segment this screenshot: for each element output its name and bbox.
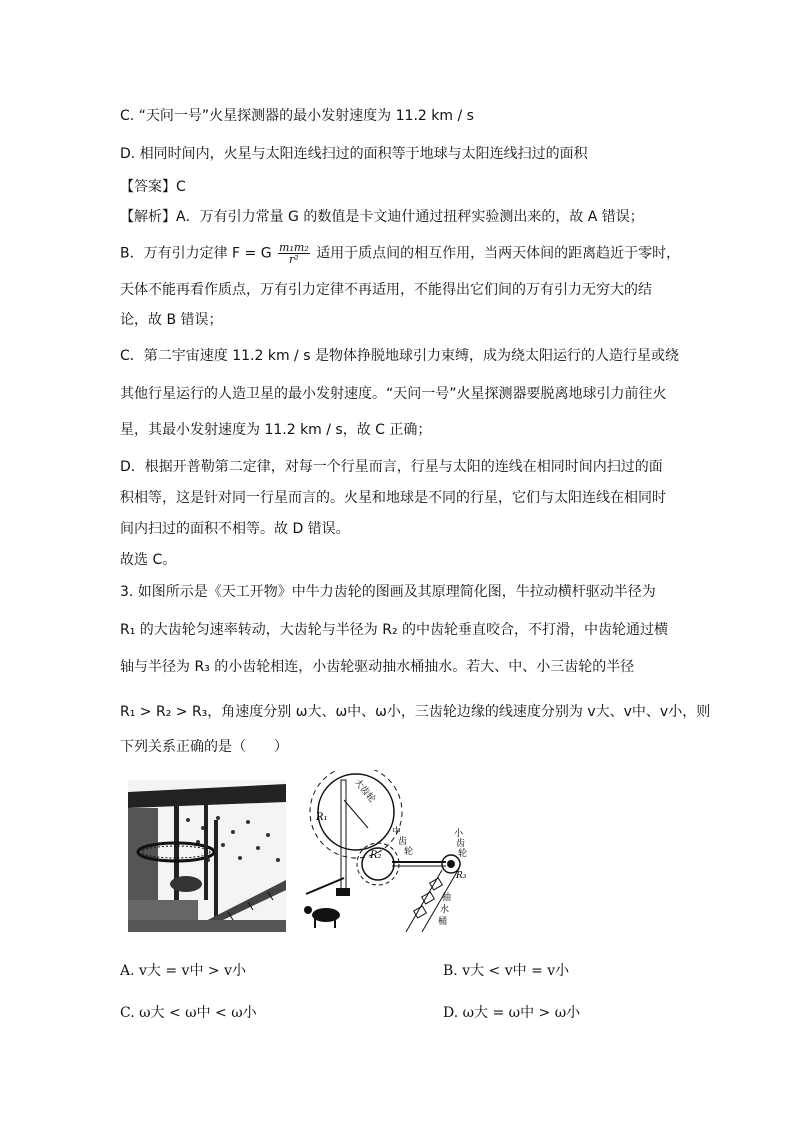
label-small-gear-1: 小 (454, 829, 464, 839)
label-big-gear: 大齿轮 (351, 777, 377, 805)
label-r2: R₂ (370, 850, 382, 861)
analysis-b-line3: 论，故 B 错误； (120, 312, 223, 328)
label-mid-gear-1: 中 (392, 827, 402, 837)
formula-numerator: m₁m₂ (279, 241, 309, 254)
choice-a[interactable]: A. v大 = v中 > v小 (120, 963, 246, 979)
choice-d[interactable]: D. ω大 = ω中 > ω小 (443, 1005, 581, 1021)
label-small-gear-3: 轮 (458, 849, 468, 859)
answer-line: 【答案】C (120, 179, 186, 195)
label-small-gear-2: 齿 (456, 839, 466, 849)
analysis-c-line3: 星，其最小发射速度为 11.2 km / s，故 C 正确； (120, 422, 432, 438)
conclusion: 故选 C。 (120, 552, 177, 568)
label-mid-gear-2: 齿 (398, 837, 408, 847)
analysis-d-line1: D．根据开普勒第二定律，对每一个行星而言，行星与太阳的连线在相同时间内扫过的面 (120, 459, 663, 475)
gravity-formula-fraction (278, 242, 310, 265)
question-3-line1: 3. 如图所示是《天工开物》中牛力齿轮的图画及其原理简化图，牛拉动横杆驱动半径为 (120, 584, 656, 600)
label-mid-gear-3: 轮 (404, 847, 414, 857)
formula-denominator: r² (289, 253, 299, 266)
question-3-line5: 下列关系正确的是（ ） (120, 739, 288, 755)
label-bucket-3: 桶 (438, 917, 448, 927)
label-bucket-2: 水 (440, 905, 450, 915)
analysis-b-line1 (120, 242, 680, 265)
analysis-a: 【解析】A．万有引力常量 G 的数值是卡文迪什通过扭秤实验测出来的，故 A 错误； (120, 209, 644, 225)
label-bucket-1: 抽 (442, 893, 452, 903)
analysis-d-line3: 间内扫过的面积不相等。故 D 错误。 (120, 521, 350, 537)
label-r1: R₁ (316, 812, 328, 823)
choice-b[interactable]: B. v大 < v中 = v小 (443, 963, 570, 979)
question-3-line2: R₁ 的大齿轮匀速率转动，大齿轮与半径为 R₂ 的中齿轮垂直咬合，不打滑，中齿轮通过横 (120, 622, 669, 638)
analysis-d-line2: 积相等，这是针对同一行星而言的。火星和地球是不同的行星，它们与太阳连线在相同时 (120, 490, 666, 506)
analysis-c-line2: 其他行星运行的人造卫星的最小发射速度。“天问一号”火星探测器要脱离地球引力前往火 (120, 386, 667, 402)
analysis-b-line2: 天体不能再看作质点，万有引力定律不再适用，不能得出它们间的万有引力无穷大的结 (120, 282, 652, 298)
label-r3: R₃ (456, 871, 467, 881)
option-c-text: C. “天问一号”火星探测器的最小发射速度为 11.2 km / s (120, 108, 474, 124)
woodcut-illustration (128, 780, 286, 932)
analysis-c-line1: C．第二宇宙速度 11.2 km / s 是物体挣脱地球引力束缚，成为绕太阳运行的人造行星或绕 (120, 348, 679, 364)
question-3-line4: R₁ > R₂ > R₃，角速度分别 ω大、ω中、ω小，三齿轮边缘的线速度分别为 v大、v中、v小，则 (120, 704, 711, 720)
choice-c[interactable]: C. ω大 < ω中 < ω小 (120, 1005, 257, 1021)
question-3-line3: 轴与半径为 R₃ 的小齿轮相连，小齿轮驱动抽水桶抽水。若大、中、小三齿轮的半径 (120, 659, 635, 675)
gear-schematic-diagram (296, 770, 472, 934)
analysis-b-suffix: 适用于质点间的相互作用，当两天体间的距离趋近于零时， (316, 245, 681, 262)
option-d-text: D. 相同时间内，火星与太阳连线扫过的面积等于地球与太阳连线扫过的面积 (120, 146, 588, 162)
analysis-b-prefix: B．万有引力定律 F = G (120, 245, 272, 262)
ox-figure (304, 906, 340, 928)
